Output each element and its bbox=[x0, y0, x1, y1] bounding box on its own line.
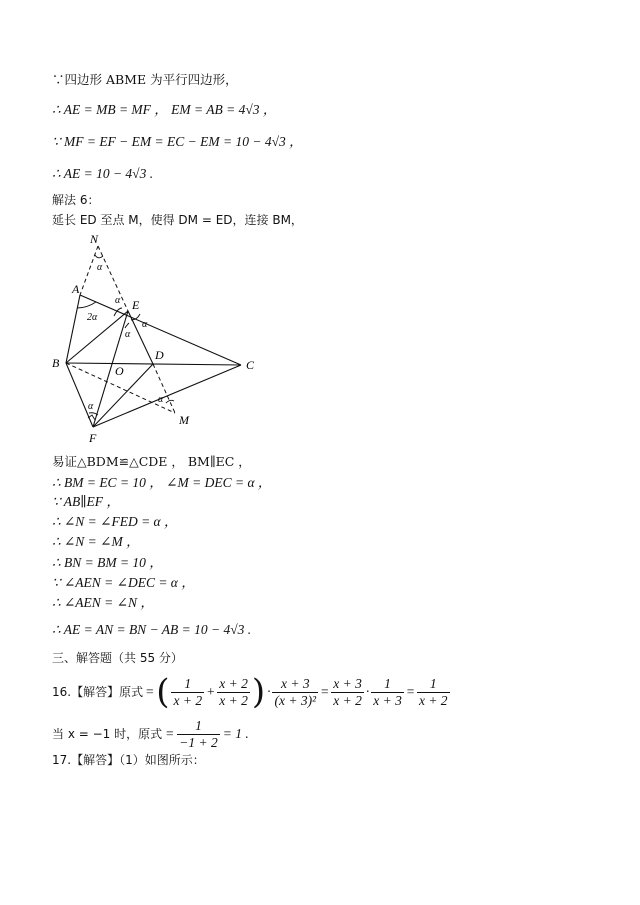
fraction-denominator: x + 2 bbox=[219, 692, 248, 708]
label-M: M bbox=[179, 413, 189, 427]
angle-label-FED: α bbox=[125, 329, 131, 340]
text-line-12: ∴ BN = BM = 10 ， bbox=[52, 555, 163, 570]
fraction-numerator: x + 3 bbox=[333, 675, 362, 691]
dashed-segment-NA bbox=[80, 246, 98, 295]
fraction-numerator: 1 bbox=[371, 676, 404, 693]
q16-fraction-1 bbox=[171, 676, 204, 709]
text-line-3: ∵ MF = EF − EM = EC − EM = 10 − 4√3 ， bbox=[52, 134, 303, 149]
text-line-14: ∴ ∠AEN = ∠N ， bbox=[52, 595, 154, 610]
text-line-15: ∴ AE = AN = BN − AB = 10 − 4√3 . bbox=[52, 622, 252, 637]
q16-fraction-5 bbox=[371, 676, 404, 709]
label-C: C bbox=[246, 358, 255, 372]
label-N: N bbox=[90, 232, 99, 246]
text-line-7: 易证△BDM≌△CDE ， BM∥EC ， bbox=[52, 454, 251, 469]
q16b-prefix: 当 x = −1 时，原式 bbox=[52, 727, 163, 741]
fraction-denominator: (x + 3)² bbox=[274, 692, 317, 708]
q16-evaluation bbox=[52, 716, 249, 752]
geometry-figure bbox=[40, 228, 270, 450]
angle-label-A: 2α bbox=[87, 312, 98, 323]
angle-label-DEC: α bbox=[142, 319, 148, 330]
text-line-11: ∴ ∠N = ∠M ， bbox=[52, 534, 140, 549]
q16b-result: = 1 . bbox=[222, 726, 249, 741]
right-paren: ) bbox=[251, 672, 266, 712]
q16b-fraction bbox=[177, 718, 219, 751]
fraction-numerator: x + 3 bbox=[272, 676, 318, 693]
angle-label-M: α bbox=[158, 394, 164, 405]
label-O: O bbox=[115, 364, 124, 378]
q17-heading: 17.【解答】（1）如图所示： bbox=[52, 753, 205, 767]
label-B: B bbox=[52, 356, 60, 370]
fraction-denominator: x + 2 bbox=[418, 692, 448, 708]
fraction-denominator: x + 2 bbox=[333, 692, 362, 708]
text-line-2: ∴ AE = MB = MF ， EM = AB = 4√3 ， bbox=[52, 102, 277, 117]
q16-eq-2: = bbox=[320, 684, 330, 699]
text-line-13: ∵ ∠AEN = ∠DEC = α ， bbox=[52, 575, 195, 590]
method-6-heading: 解法 6： bbox=[52, 193, 100, 207]
fraction-denominator: x + 2 bbox=[173, 692, 203, 708]
dashed-segment-DM bbox=[153, 364, 175, 413]
label-E: E bbox=[132, 298, 140, 312]
fraction-numerator: 1 bbox=[417, 676, 450, 693]
fraction-numerator: 1 bbox=[171, 676, 204, 693]
left-paren: ( bbox=[156, 672, 170, 712]
q16-eq-1: = bbox=[145, 684, 155, 699]
segment-ED bbox=[128, 311, 153, 364]
q16-fraction-6 bbox=[417, 676, 450, 709]
label-D: D bbox=[155, 348, 164, 362]
angle-label-AEN: α bbox=[115, 295, 121, 306]
q16b-eq: = bbox=[165, 726, 175, 741]
text-line-8: ∴ BM = EC = 10 ， ∠M = DEC = α ， bbox=[52, 475, 272, 490]
q16-expression bbox=[52, 672, 450, 712]
q16-eq-3: = bbox=[405, 684, 415, 699]
q16-dot-1: · bbox=[267, 684, 271, 699]
dashed-segment-NE bbox=[98, 246, 128, 311]
label-F: F bbox=[89, 431, 97, 445]
angle-label-F: α bbox=[88, 401, 94, 412]
text-line-6: 延长 ED 至点 M，使得 DM = ED，连接 BM， bbox=[52, 213, 303, 227]
text-line-4: ∴ AE = 10 − 4√3 . bbox=[52, 166, 154, 181]
q16-fraction-2 bbox=[217, 676, 250, 709]
fraction-numerator: 1 bbox=[177, 718, 219, 735]
q16-dot-2: · bbox=[365, 684, 370, 699]
angle-arc-A bbox=[77, 302, 96, 308]
label-A: A bbox=[72, 282, 80, 296]
q16-prefix: 16.【解答】原式 bbox=[52, 685, 144, 699]
q16-fraction-3 bbox=[272, 676, 318, 709]
q16-plus: + bbox=[206, 684, 216, 699]
q16-fraction-4 bbox=[331, 676, 364, 709]
angle-arc-FED bbox=[125, 323, 129, 328]
text-line-10: ∴ ∠N = ∠FED = α ， bbox=[52, 514, 178, 529]
fraction-numerator: x + 2 bbox=[219, 675, 248, 691]
section-heading-3: 三、解答题（共 55 分） bbox=[52, 651, 183, 665]
angle-label-N: α bbox=[97, 262, 103, 273]
right-angle-mark-F bbox=[88, 415, 95, 420]
text-line-9: ∵ AB∥EF ， bbox=[52, 494, 120, 509]
fraction-denominator: x + 3 bbox=[373, 692, 402, 708]
fraction-denominator: −1 + 2 bbox=[179, 734, 218, 750]
text-line-1: ∵四边形 ABME 为平行四边形， bbox=[52, 72, 238, 87]
